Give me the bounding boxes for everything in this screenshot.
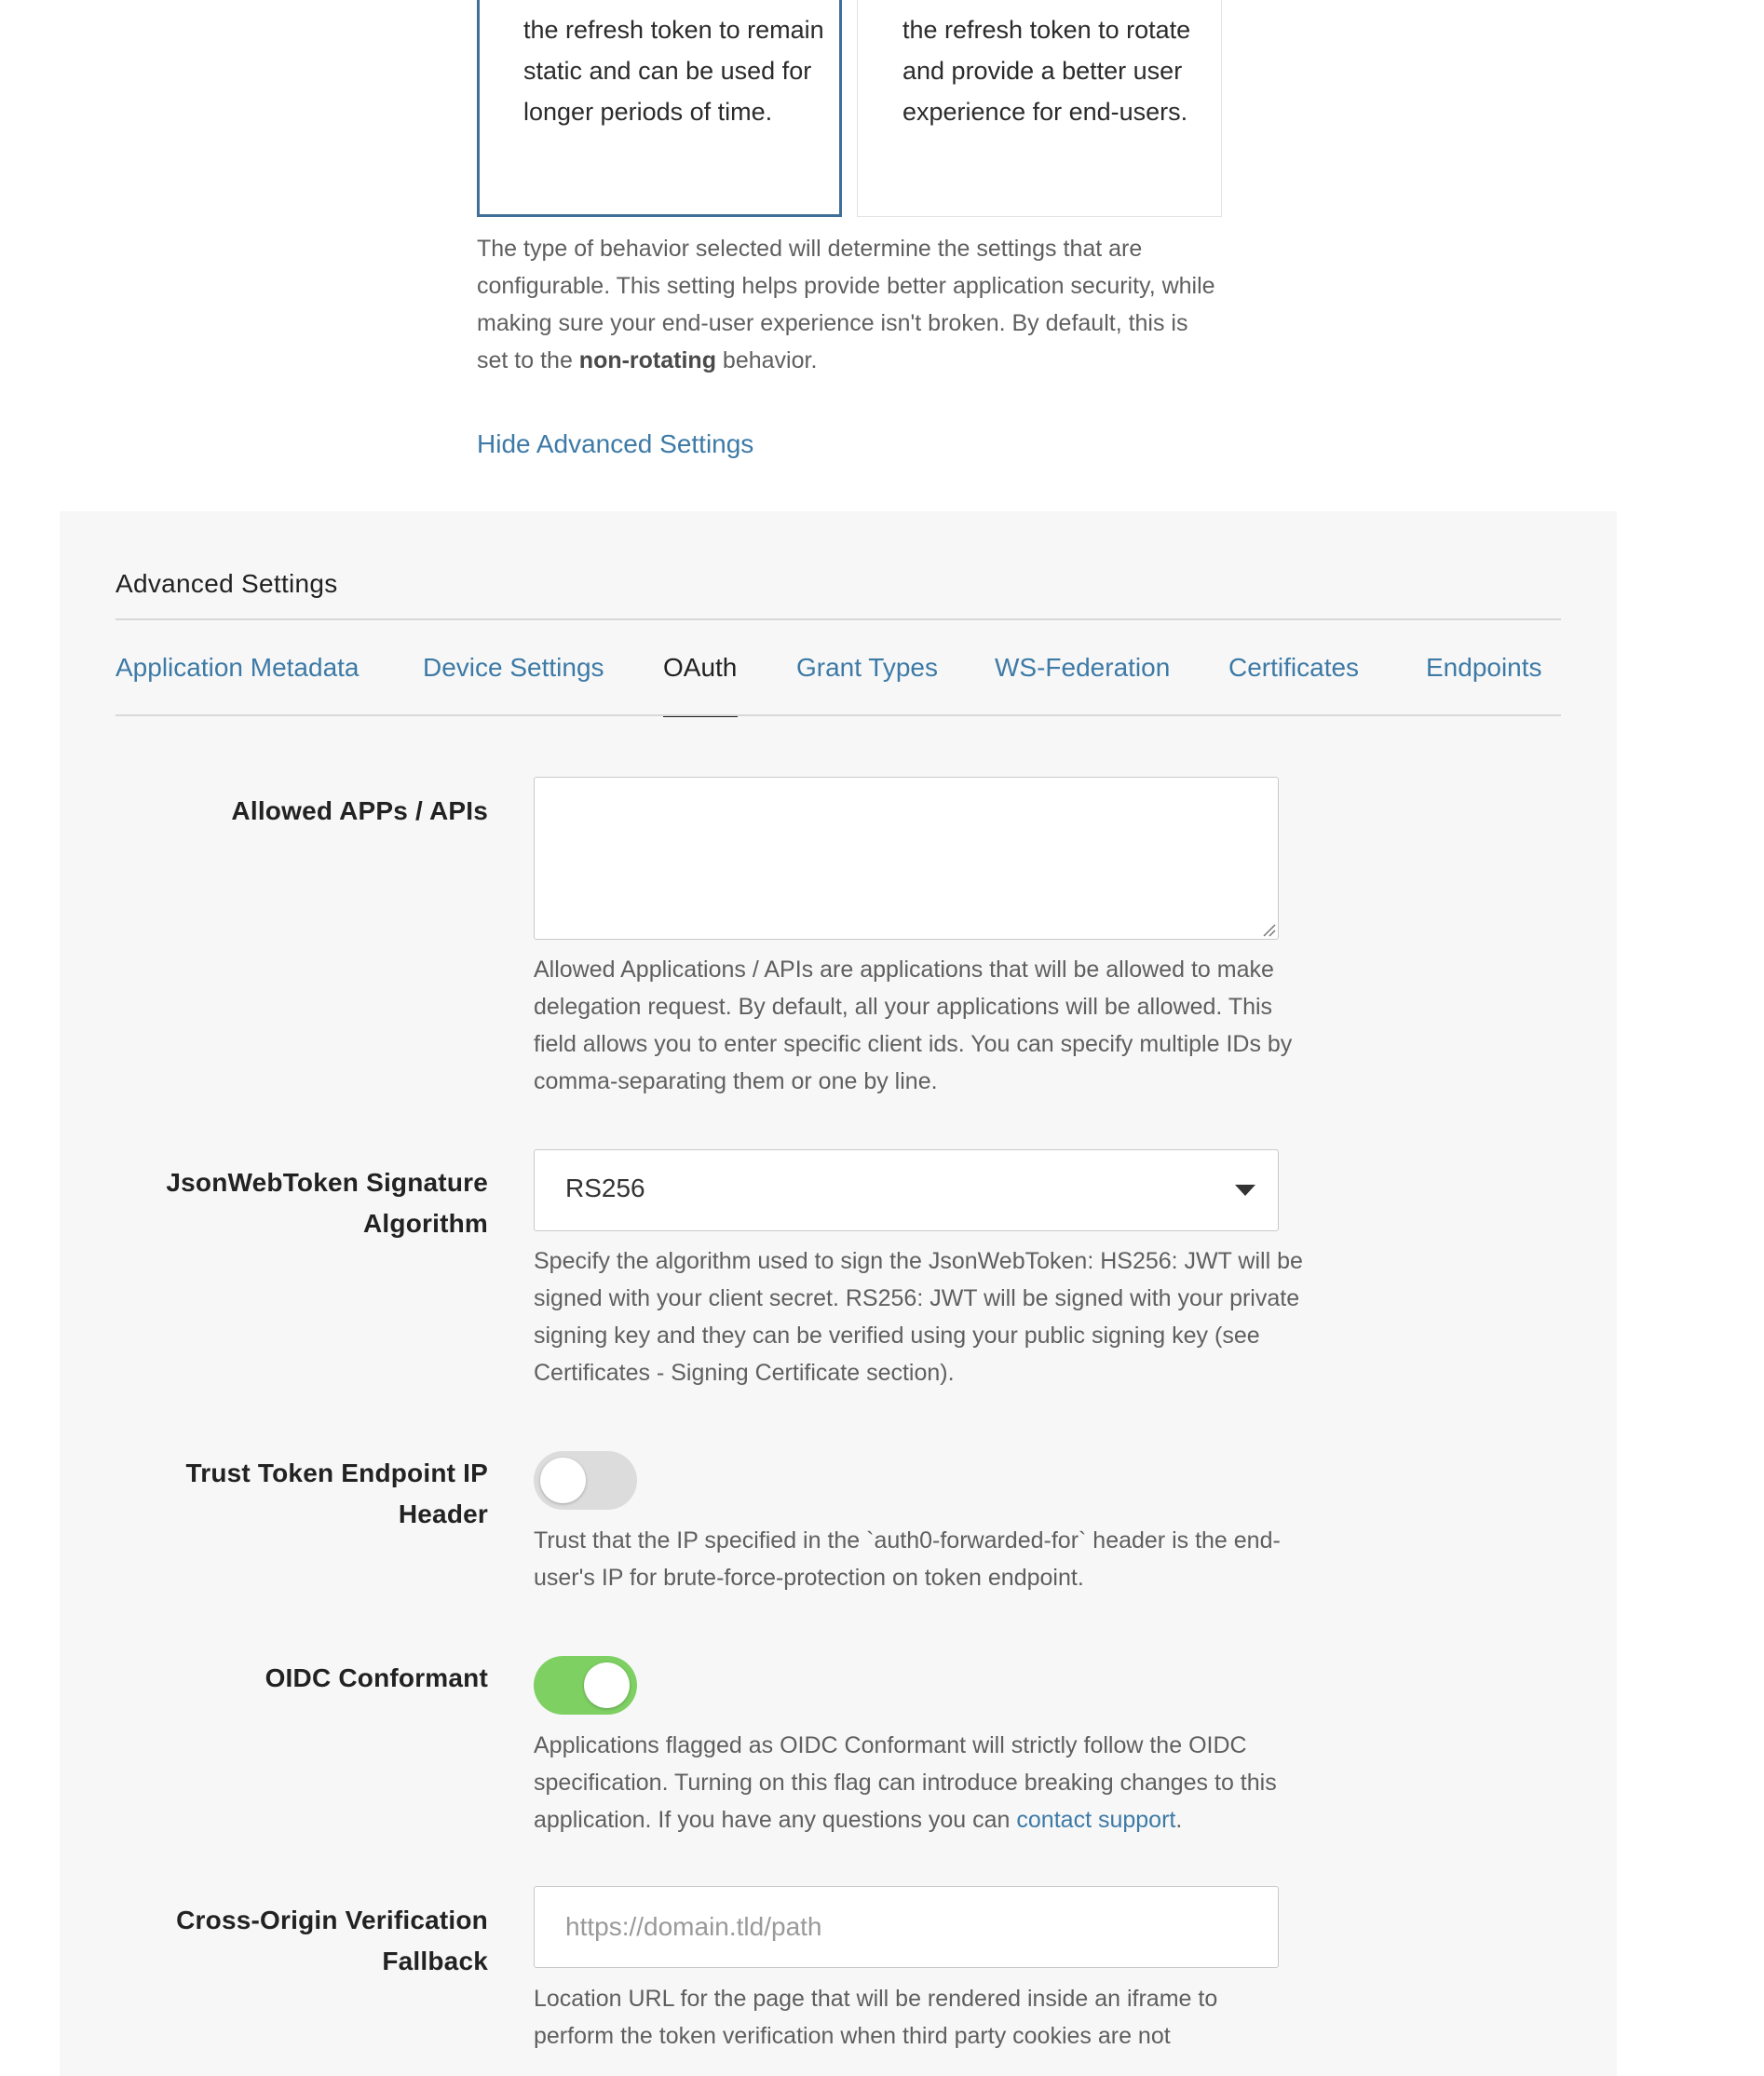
trust-ip-header-label: Trust Token Endpoint IP Header — [185, 1459, 488, 1528]
caret-down-icon — [1235, 1185, 1255, 1197]
contact-support-link[interactable]: contact support — [1016, 1807, 1176, 1833]
hide-advanced-settings-link[interactable]: Hide Advanced Settings — [477, 429, 754, 458]
allowed-apps-help: Allowed Applications / APIs are applications that will be allowed to make delegation request. By default, all your applications will be allowed. This field allows you to enter specific client ids. You can specify multiple IDs by comma-separating them or one by line. — [534, 957, 1293, 1094]
tab-grant-types[interactable]: Grant Types — [796, 653, 939, 682]
rotating-option-card[interactable] — [857, 0, 1222, 217]
cross-origin-fallback-label: Cross-Origin Verification Fallback — [176, 1906, 488, 1975]
rotation-help-text: The type of behavior selected will determine the settings that are configurable. This setting helps provide better application security, while making sure your end-user experience isn't broken. By default, this is set to the non-rotating behavior. — [477, 236, 1215, 373]
oidc-conformant-label: OIDC Conformant — [265, 1663, 488, 1692]
tab-device-settings[interactable]: Device Settings — [423, 653, 604, 682]
toggle-knob — [584, 1662, 630, 1708]
trust-ip-header-help: Trust that the IP specified in the `auth0-forwarded-for` header is the end-user's IP for brute-force-protection on token endpoint. — [534, 1527, 1281, 1591]
non-rotating-emphasis: non-rotating — [578, 347, 716, 373]
tabs-divider — [115, 714, 1561, 716]
title-divider — [115, 618, 1561, 620]
rotating-description: the refresh token to rotate and provide a better user experience for end-users. — [902, 16, 1191, 126]
oidc-conformant-toggle[interactable] — [534, 1656, 637, 1715]
tab-oauth[interactable]: OAuth — [663, 653, 738, 682]
cross-origin-fallback-help: Location URL for the page that will be rendered inside an iframe to perform the token verification when third party cookies are not — [534, 1986, 1218, 2049]
allowed-apps-label: Allowed APPs / APIs — [231, 796, 488, 825]
jwt-algorithm-value: RS256 — [565, 1174, 645, 1202]
jwt-algorithm-select[interactable] — [534, 1149, 1279, 1231]
advanced-settings-panel — [60, 511, 1617, 2076]
tab-certificates[interactable]: Certificates — [1228, 653, 1360, 682]
allowed-apps-textarea[interactable] — [534, 777, 1279, 940]
tab-application-metadata[interactable]: Application Metadata — [115, 653, 360, 682]
resize-handle-icon[interactable] — [1261, 922, 1276, 937]
toggle-knob — [540, 1458, 586, 1503]
advanced-settings-title: Advanced Settings — [115, 569, 338, 598]
oidc-conformant-help: Applications flagged as OIDC Conformant will strictly follow the OIDC specification. Turning on this flag can introduce breaking changes to this application. If you have any questions you can contact support. — [534, 1732, 1277, 1833]
cross-origin-fallback-input[interactable] — [534, 1886, 1279, 1968]
jwt-algorithm-help: Specify the algorithm used to sign the JsonWebToken: HS256: JWT will be signed with your client secret. RS256: JWT will be signed with your private signing key and they can be verified using your public signing key (see Certificates - Signing Certificate section). — [534, 1248, 1303, 1386]
jwt-algorithm-label: JsonWebToken Signature Algorithm — [166, 1168, 488, 1238]
tab-endpoints[interactable]: Endpoints — [1426, 653, 1542, 682]
tab-ws-federation[interactable]: WS-Federation — [995, 653, 1171, 682]
trust-ip-header-toggle[interactable] — [534, 1451, 637, 1510]
non-rotating-description: the refresh token to remain static and can be used for longer periods of time. — [523, 16, 824, 126]
non-rotating-option-card[interactable] — [477, 0, 842, 217]
